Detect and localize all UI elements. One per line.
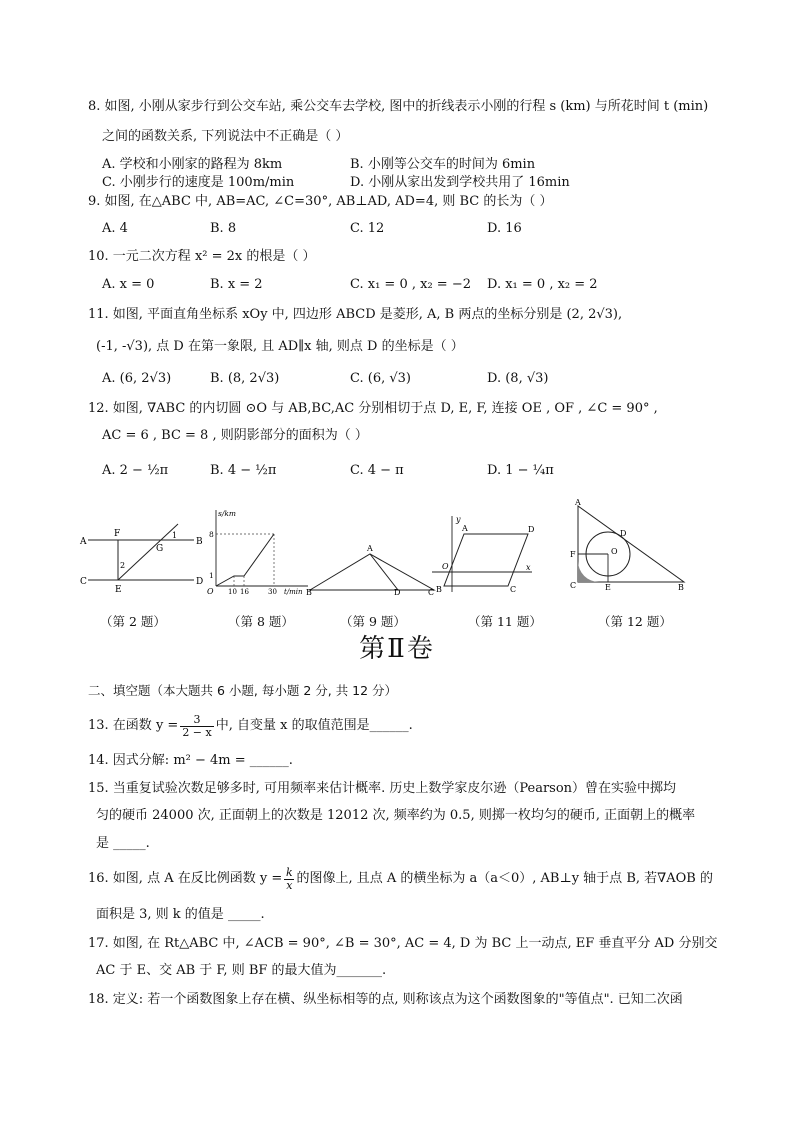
fig11-label-y: y	[456, 515, 461, 524]
q8-option-c: C. 小刚步行的速度是 100m/min	[102, 175, 295, 190]
q17-line2: AC 于 E、交 AB 于 F, 则 BF 的最大值为_______.	[96, 963, 387, 978]
fig8-tick-8: 8	[209, 530, 214, 539]
q10-option-d: D. x₁ = 0 , x₂ = 2	[487, 277, 598, 292]
q11-line2: (-1, -√3), 点 D 在第一象限, 且 AD∥x 轴, 则点 D 的坐标是（ ）	[96, 339, 464, 354]
q16-line2: 面积是 3, 则 k 的值是 _____.	[96, 907, 265, 922]
fig12-label-d: D	[620, 529, 627, 538]
q10-option-a: A. x = 0	[102, 277, 155, 292]
part2-title: 第Ⅱ卷	[359, 634, 435, 664]
q9-option-b: B. 8	[210, 221, 237, 236]
q14-line: 14. 因式分解: m² − 4m = ______.	[88, 753, 293, 768]
q12-line2: AC = 6 , BC = 8 , 则阴影部分的面积为（ ）	[102, 428, 368, 443]
fig11-label-b: B	[436, 585, 442, 594]
fig9-label-a: A	[367, 544, 373, 553]
q11-option-a: A. (6, 2√3)	[102, 371, 172, 386]
fig8-tick-30: 30	[268, 588, 277, 596]
fig11-origin: O	[442, 562, 449, 571]
q16-fraction	[284, 867, 294, 892]
fig8-label-s: s/km	[218, 509, 237, 518]
q10-option-c: C. x₁ = 0 , x₂ = −2	[350, 277, 471, 292]
fig11-label-c: C	[510, 585, 517, 594]
figure-q12	[568, 498, 692, 596]
q11-option-d: D. (8, √3)	[487, 371, 549, 386]
fig8-tick-16: 16	[240, 588, 249, 596]
q12-option-b: B. 4 − ½π	[210, 463, 277, 478]
fig2-label-f: F	[114, 529, 121, 539]
q15-line1: 15. 当重复试验次数足够多时, 可用频率来估计概率. 历史上数学家皮尔逊（Pearson）曾在实验中掷均	[88, 781, 677, 796]
q11-option-c: C. (6, √3)	[350, 371, 411, 386]
q16-prefix: 16. 如图, 点 A 在反比例函数 y =	[88, 871, 283, 886]
fig12-label-f: F	[570, 550, 576, 559]
q16-numerator: k	[286, 865, 293, 879]
q8-option-d: D. 小刚从家出发到学校共用了 16min	[350, 175, 570, 190]
q8-line2: 之间的函数关系, 下列说法中不正确是（ ）	[102, 129, 349, 144]
fig2-angle-2: 2	[120, 561, 126, 570]
fig8-tick-1: 1	[209, 571, 214, 580]
q13-denominator: 2 − x	[182, 725, 212, 739]
fig2-label-e: E	[115, 585, 122, 595]
fig12-label-e: E	[605, 583, 611, 592]
q8-line1: 8. 如图, 小刚从家步行到公交车站, 乘公交车去学校, 图中的折线表示小刚的行程 s (km) 与所花时间 t (min)	[88, 99, 709, 114]
fig12-label-b: B	[678, 583, 684, 592]
q8-option-a: A. 学校和小刚家的路程为 8km	[102, 157, 283, 172]
q16-line1	[88, 864, 713, 894]
fig9-label-c: C	[428, 588, 435, 596]
q9-line1: 9. 如图, 在△ABC 中, AB=AC, ∠C=30°, AB⊥AD, AD=4, 则 BC 的长为（ ）	[88, 194, 553, 209]
caption-q2: （第 2 题）	[100, 614, 166, 629]
figure-q11	[428, 512, 538, 596]
q15-line2: 匀的硬币 24000 次, 正面朝上的次数是 12012 次, 频率约为 0.5, 则掷一枚均匀的硬币, 正面朝上的概率	[96, 808, 696, 823]
fig8-journey-line	[216, 534, 274, 586]
q16-suffix: 的图像上, 且点 A 的横坐标为 a（a＜0）, AB⊥y 轴于点 B, 若∇AOB 的	[296, 871, 713, 886]
fig8-tick-10: 10	[228, 588, 237, 596]
fig8-origin: O	[207, 587, 214, 596]
q17-line1: 17. 如图, 在 Rt△ABC 中, ∠ACB = 90°, ∠B = 30°, AC = 4, D 为 BC 上一动点, EF 垂直平分 AD 分别交	[88, 936, 718, 951]
q9-option-a: A. 4	[102, 221, 128, 236]
fig11-label-x: x	[526, 563, 531, 572]
figure-q2	[76, 520, 206, 596]
fig9-triangle-abc	[310, 554, 434, 590]
q15-line3: 是 _____.	[96, 836, 150, 851]
fig12-label-c: C	[570, 581, 577, 590]
section2-header: 二、填空题（本大题共 6 小题, 每小题 2 分, 共 12 分）	[88, 683, 398, 698]
fig2-label-d: D	[196, 577, 204, 587]
fig9-label-d: D	[394, 588, 401, 596]
q12-option-d: D. 1 − ¼π	[487, 463, 554, 478]
q10-option-b: B. x = 2	[210, 277, 263, 292]
fig2-label-b: B	[196, 537, 203, 547]
q9-option-c: C. 12	[350, 221, 385, 236]
q18-line1: 18. 定义: 若一个函数图象上存在横、纵坐标相等的点, 则称该点为这个函数图象的"等值点". 已知二次函	[88, 992, 683, 1007]
fig2-label-c: C	[80, 577, 87, 587]
fig9-label-b: B	[306, 588, 312, 596]
fig11-label-d: D	[528, 525, 535, 534]
q12-option-c: C. 4 − π	[350, 463, 404, 478]
q11-option-b: B. (8, 2√3)	[210, 371, 280, 386]
caption-q8: （第 8 题）	[228, 614, 294, 629]
q16-denominator: x	[286, 878, 293, 892]
q12-line1: 12. 如图, ∇ABC 的内切圆 ⊙O 与 AB,BC,AC 分别相切于点 D, E, F, 连接 OE , OF , ∠C = 90° ,	[88, 401, 658, 416]
q10-line1: 10. 一元二次方程 x² = 2x 的根是（ ）	[88, 249, 316, 264]
q9-option-d: D. 16	[487, 221, 522, 236]
fig12-label-o: O	[611, 547, 618, 556]
fig2-angle-1: 1	[172, 531, 178, 540]
q13-line	[88, 713, 413, 739]
q12-option-a: A. 2 − ½π	[102, 463, 169, 478]
figure-q9	[306, 540, 440, 596]
caption-q12: （第 12 题）	[598, 614, 672, 629]
q13-numerator: 3	[193, 712, 201, 726]
fig11-rhombus-abcd	[444, 534, 528, 586]
q13-prefix: 13. 在函数 y =	[88, 718, 179, 733]
fig2-transversal	[118, 524, 178, 580]
fig2-label-a: A	[80, 537, 87, 547]
q13-fraction	[180, 714, 213, 739]
fig2-label-g: G	[156, 544, 164, 554]
fig12-label-a: A	[575, 498, 581, 507]
q8-option-b: B. 小刚等公交车的时间为 6min	[350, 157, 536, 172]
fig8-label-t: t/min	[284, 588, 303, 596]
caption-q9: （第 9 题）	[340, 614, 406, 629]
q13-suffix: 中, 自变量 x 的取值范围是______.	[215, 718, 413, 733]
figure-q8	[204, 506, 312, 596]
fig11-label-a: A	[462, 524, 468, 533]
caption-q11: （第 11 题）	[468, 614, 542, 629]
fig9-segment-ad	[370, 554, 398, 590]
q11-line1: 11. 如图, 平面直角坐标系 xOy 中, 四边形 ABCD 是菱形, A, B 两点的坐标分别是 (2, 2√3),	[88, 307, 623, 322]
